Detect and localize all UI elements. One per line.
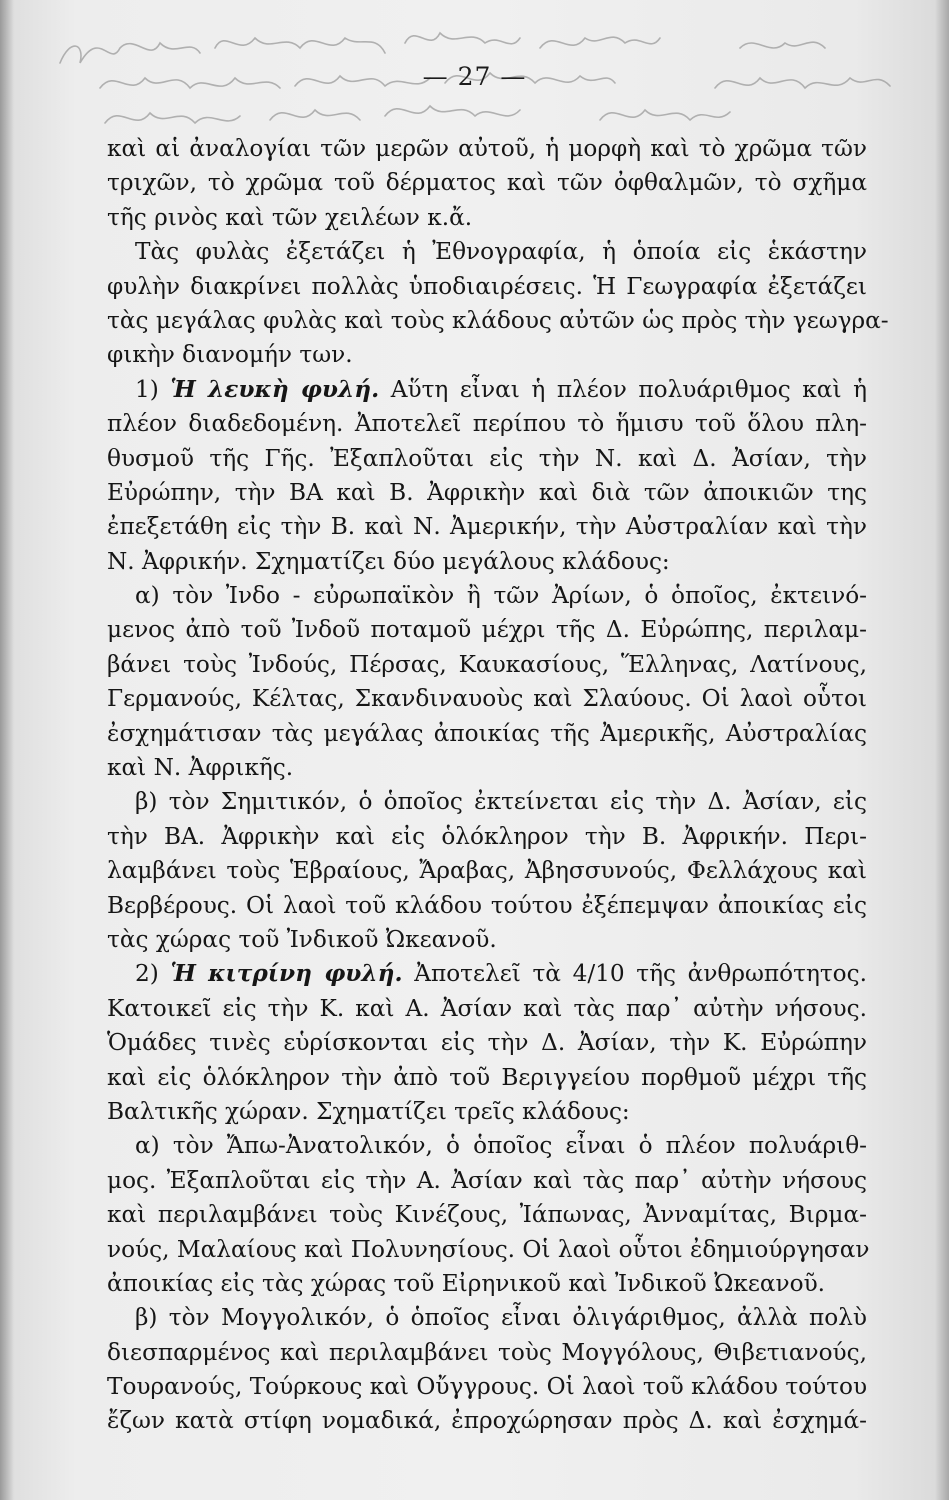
line-text: φυλὴν διακρίνει πολλὰς ὑποδιαιρέσεις. Ἡ Γεωγραφία ἐξετάζει: [107, 272, 867, 300]
line-text: ἐσχημάτισαν τὰς μεγάλας ἀποικίας τῆς Ἀμερικῆς, Αὐστραλίας: [107, 719, 867, 747]
line-text: Ὁμάδες τινὲς εὑρίσκονται εἰς τὴν Δ. Ἀσίαν, τὴν Κ. Εὐρώπην: [107, 1029, 867, 1057]
text-line: [107, 1336, 867, 1370]
text-line: [107, 442, 867, 476]
text-line: [107, 992, 867, 1026]
text-line: [107, 957, 867, 991]
line-text: τῆς ρινὸς καὶ τῶν χειλέων κ.ἄ.: [107, 203, 473, 231]
right-page-edge-shadow: [935, 0, 949, 1500]
text-line: [107, 1233, 870, 1267]
text-line: [107, 751, 867, 785]
line-text: θυσμοῦ τῆς Γῆς. Ἐξαπλοῦται εἰς τὴν Ν. καὶ Δ. Ἀσίαν, τὴν: [107, 444, 867, 472]
line-text: τριχῶν, τὸ χρῶμα τοῦ δέρματος καὶ τῶν ὀφθαλμῶν, τὸ σχῆμα: [107, 169, 867, 197]
text-line: [107, 338, 867, 372]
text-line: [107, 682, 867, 716]
text-line: [107, 545, 867, 579]
line-text: καὶ περιλαμβάνει τοὺς Κινέζους, Ἰάπωνας, Ἀνναμίτας, Βιρμα-: [107, 1201, 867, 1229]
line-text: α) τὸν Ἄπω-Ἀνατολικόν, ὁ ὁποῖος εἶναι ὁ πλέον πολυάριθ-: [135, 1132, 867, 1160]
section-heading: Ἡ κιτρίνη φυλή.: [170, 960, 403, 988]
text-line: [107, 407, 867, 441]
text-line: [107, 1267, 867, 1301]
line-text: μενος ἀπὸ τοῦ Ἰνδοῦ ποταμοῦ μέχρι τῆς Δ. Εὐρώπης, περιλαμ-: [107, 616, 867, 644]
line-text: Βερβέρους. Οἱ λαοὶ τοῦ κλάδου τούτου ἐξέπεμψαν ἀποικίας εἰς: [107, 891, 867, 919]
text-line: [107, 201, 867, 235]
line-text: Ν. Ἀφρικήν. Σχηματίζει δύο μεγάλους κλάδους:: [107, 547, 670, 575]
line-text: φικὴν διανομήν των.: [107, 341, 353, 369]
text-line: [107, 854, 867, 888]
text-line: [107, 132, 867, 166]
line-text: β) τὸν Σημιτικόν, ὁ ὁποῖος ἐκτείνεται εἰς τὴν Δ. Ἀσίαν, εἰς: [135, 788, 867, 816]
text-line: [107, 1370, 867, 1404]
line-text: ἐπεξετάθη εἰς τὴν Β. καὶ Ν. Ἀμερικήν, τὴν Αὐστραλίαν καὶ τὴν: [107, 513, 867, 541]
text-line: [107, 166, 867, 200]
line-text: Γερμανούς, Κέλτας, Σκανδιναυοὺς καὶ Σλαύους. Οἱ λαοὶ οὗτοι: [107, 685, 867, 713]
line-text: α) τὸν Ἰνδο - εὐρωπαϊκὸν ἢ τῶν Ἀρίων, ὁ ὁποῖος, ἐκτεινό-: [135, 582, 867, 610]
text-line: [107, 235, 867, 269]
section-heading: Ἡ λευκὴ φυλή.: [170, 375, 380, 403]
line-text: Τουρανούς, Τούρκους καὶ Οὔγγρους. Οἱ λαοὶ τοῦ κλάδου τούτου: [107, 1373, 868, 1401]
line-text: Τὰς φυλὰς ἐξετάζει ἡ Ἐθνογραφία, ἡ ὁποία εἰς ἑκάστην: [135, 238, 867, 266]
text-line: [107, 1164, 867, 1198]
line-text: καὶ αἱ ἀναλογίαι τῶν μερῶν αὐτοῦ, ἡ μορφὴ καὶ τὸ χρῶμα τῶν: [107, 135, 867, 162]
line-text: νούς, Μαλαίους καὶ Πολυνησίους. Οἱ λαοὶ οὗτοι ἐδημιούργησαν: [107, 1235, 870, 1263]
line-text: ἔζων κατὰ στίφη νομαδικά, ἐπροχώρησαν πρὸς Δ. καὶ ἐσχημά-: [107, 1407, 867, 1435]
line-text: διεσπαρμένος καὶ περιλαμβάνει τοὺς Μογγόλους, Θιβετιανούς,: [107, 1338, 867, 1366]
line-text: Εὐρώπην, τὴν ΒΑ καὶ Β. Ἀφρικὴν καὶ διὰ τῶν ἀποικιῶν της: [107, 478, 867, 506]
page-number: — 27 —: [422, 62, 527, 91]
text-line: [107, 1061, 867, 1095]
text-line: [107, 510, 867, 544]
line-text: Αὕτη εἶναι ἡ πλέον πολυάριθμος καὶ ἡ: [379, 375, 867, 403]
text-line: [107, 923, 867, 957]
text-line: [107, 648, 867, 682]
text-line: [107, 1129, 867, 1163]
text-line: [107, 1095, 867, 1129]
line-text: ἀποικίας εἰς τὰς χώρας τοῦ Εἰρηνικοῦ καὶ Ἰνδικοῦ Ὠκεανοῦ.: [107, 1269, 826, 1297]
text-line: [107, 785, 867, 819]
line-text: καὶ εἰς ὁλόκληρον τὴν ἀπὸ τοῦ Βεριγγείου πορθμοῦ μέχρι τῆς: [107, 1063, 867, 1091]
text-line: [107, 304, 889, 338]
line-text: β) τὸν Μογγολικόν, ὁ ὁποῖος εἶναι ὀλιγάριθμος, ἀλλὰ πολὺ: [135, 1304, 867, 1332]
line-text: καὶ Ν. Ἀφρικῆς.: [107, 754, 294, 782]
line-text: λαμβάνει τοὺς Ἑβραίους, Ἄραβας, Ἀβησσυνούς, Φελλάχους καὶ: [107, 857, 867, 885]
text-line: [107, 373, 867, 407]
line-text: Κατοικεῖ εἰς τὴν Κ. καὶ Α. Ἀσίαν καὶ τὰς παρ᾽ αὐτὴν νήσους.: [107, 994, 867, 1022]
section-number: 1): [135, 375, 171, 403]
line-text: Βαλτικῆς χώραν. Σχηματίζει τρεῖς κλάδους:: [107, 1097, 630, 1125]
text-line: [107, 1026, 867, 1060]
left-page-edge-shadow: [0, 0, 14, 1500]
line-text: τὴν ΒΑ. Ἀφρικὴν καὶ εἰς ὁλόκληρον τὴν Β. Ἀφρικήν. Περι-: [107, 822, 867, 850]
line-text: τὰς χώρας τοῦ Ἰνδικοῦ Ὠκεανοῦ.: [107, 925, 497, 953]
text-line: [107, 1404, 867, 1438]
text-line: [107, 270, 867, 304]
line-text: πλέον διαδεδομένη. Ἀποτελεῖ περίπου τὸ ἥμισυ τοῦ ὅλου πλη-: [107, 410, 867, 438]
line-text: μος. Ἐξαπλοῦται εἰς τὴν Α. Ἀσίαν καὶ τὰς παρ᾽ αὐτὴν νήσους: [107, 1166, 867, 1194]
text-line: [107, 579, 867, 613]
text-line: [107, 1301, 867, 1335]
section-number: 2): [135, 960, 171, 988]
text-line: [107, 476, 867, 510]
text-line: [107, 820, 867, 854]
text-line: [107, 1198, 867, 1232]
text-line: [107, 717, 867, 751]
text-line: [107, 889, 867, 923]
line-text: τὰς μεγάλας φυλὰς καὶ τοὺς κλάδους αὐτῶν ὡς πρὸς τὴν γεωγρα-: [107, 306, 889, 334]
body-text: [107, 132, 889, 1439]
line-text: βάνει τοὺς Ἰνδούς, Πέρσας, Καυκασίους, Ἕλληνας, Λατίνους,: [107, 650, 867, 678]
line-text: Ἀποτελεῖ τὰ 4/10 τῆς ἀνθρωπότητος.: [402, 960, 867, 988]
text-line: [107, 613, 867, 647]
